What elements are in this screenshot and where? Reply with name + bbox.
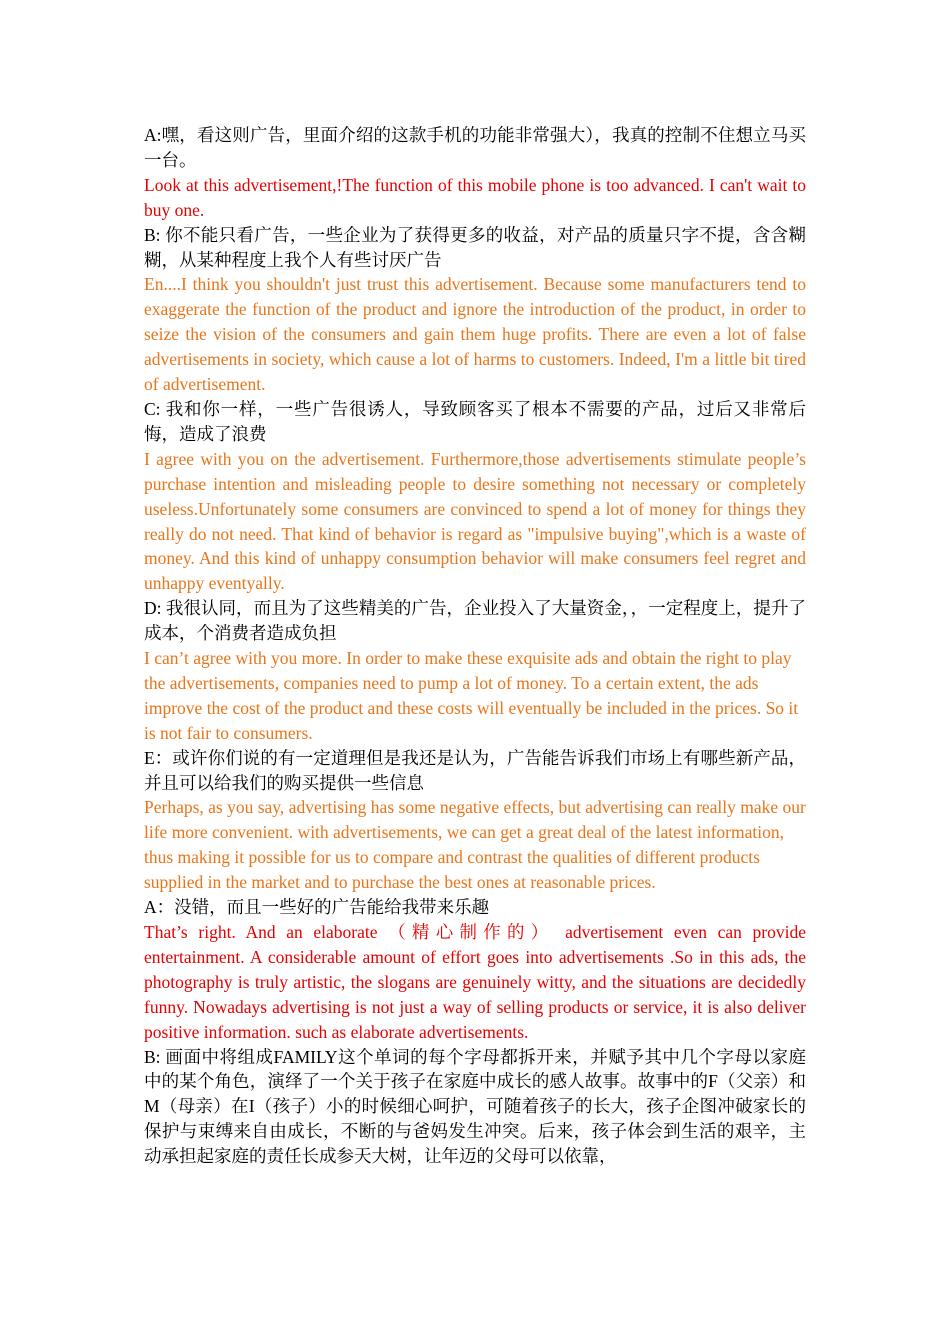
paragraph-d-zh: D: 我很认同，而且为了这些精美的广告，企业投入了大量资金，，一定程度上，提升了成本，个消费者造成负担	[144, 598, 806, 644]
paragraph-b-en-1: En....I think you shouldn't just trust this advertisement. Because some manufacturers tend to exaggerate the function of the product and ignore the introduction of the product, in order to seize the vision of the consumers and gain them huge profits. There are even a lot of false advertisements in society, which cause a lot of harms to customers. Indeed, I'm a little bit tired of advertisement.	[144, 274, 806, 395]
paragraph-b-zh-1: B: 你不能只看广告，一些企业为了获得更多的收益，对产品的质量只字不提，含含糊糊，从某种程度上我个人有些讨厌广告	[144, 224, 806, 270]
paragraph-c-en: I agree with you on the advertisement. Furthermore,those advertisements stimulate people’s purchase intention and misleading people to desire something not necessary or completely useless.Unfortunately some consumers are convinced to spend a lot of money for things they really do not need. That kind of behavior is regard as "impulsive buying",which is a waste of money. And this kind of unhappy consumption behavior will make consumers feel regret and unhappy eventyally.	[144, 448, 806, 594]
paragraph-c-zh: C: 我和你一样，一些广告很诱人，导致顾客买了根本不需要的产品，过后又非常后悔，造成了浪费	[144, 398, 806, 444]
paragraph-a-zh-2: A：没错，而且一些好的广告能给我带来乐趣	[144, 897, 490, 918]
paragraph-a-zh-1: A:嘿，看这则广告，里面介绍的这款手机的功能非常强大），我真的控制不住想立马买一台。	[144, 125, 806, 170]
paragraph-a-en-2: That’s right. And an elaborate （精心制作的） advertisement even can provide entertainment. A considerable amount of effort goes into advertisements .So in this ads, the photography is truly artistic, the slogans are genuinely witty, and the situations are decidedly funny. Nowadays advertising is not just a way of selling products or service, it is also deliver positive information. such as elaborate advertisements.	[144, 922, 806, 1042]
paragraph-e-zh: E：或许你们说的有一定道理但是我还是认为，广告能告诉我们市场上有哪些新产品，并且可以给我们的购买提供一些信息	[144, 747, 806, 793]
paragraph-b-zh-2: B: 画面中将组成FAMILY这个单词的每个字母都拆开来，并赋予其中几个字母以家庭中的某个角色，演绎了一个关于孩子在家庭中成长的感人故事。故事中的F（父亲）和M（母亲）在I（孩子）小的时候细心呵护，可随着孩子的长大，孩子企图冲破家长的保护与束缚来自由成长，不断的与爸妈发生冲突。后来，孩子体会到生活的艰辛，主动承担起家庭的责任长成参天大树，让年迈的父母可以依靠，	[144, 1046, 806, 1167]
paragraph-a-en-1: Look at this advertisement,!The function of this mobile phone is too advanced. I can't wait to buy one.	[144, 174, 806, 220]
paragraph-d-en: I can’t agree with you more. In order to make these exquisite ads and obtain the right to play the advertisements, companies need to pump a lot of money. To a certain extent, the ads improve the cost of the product and these costs will eventually be included in the prices. So it is not fair to consumers.	[144, 648, 799, 743]
document-body	[144, 123, 806, 1169]
paragraph-e-en: Perhaps, as you say, advertising has some negative effects, but advertising can really make our life more convenient. with advertisements, we can get a great deal of the latest information, thus making it possible for us to compare and contrast the qualities of different products supplied in the market and to purchase the best ones at reasonable prices.	[144, 797, 806, 893]
